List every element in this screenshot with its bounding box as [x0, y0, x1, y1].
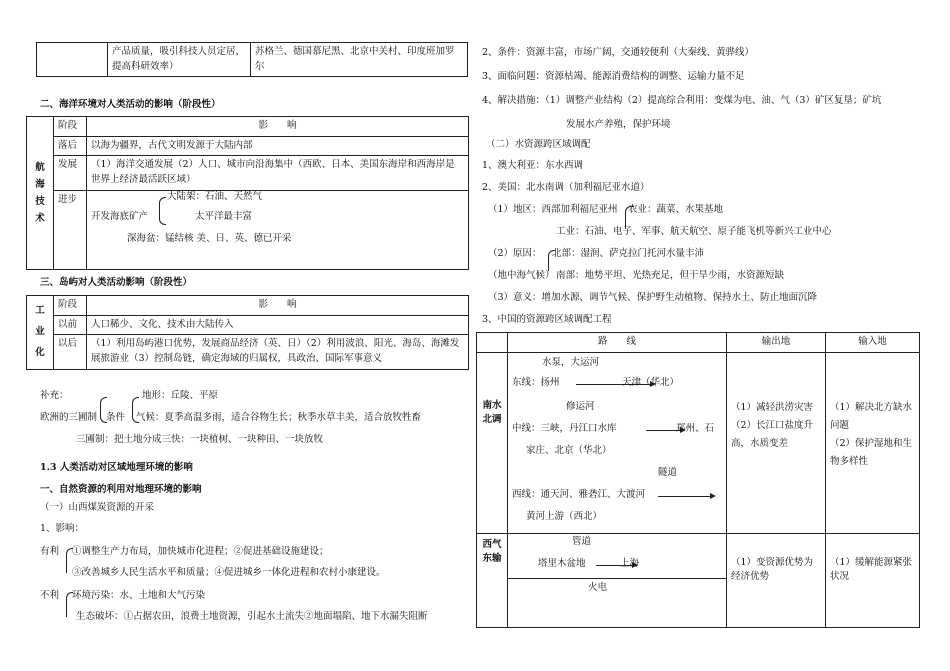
nsw-east-b: 天津（华北）	[622, 376, 680, 388]
island-side-1: 工	[35, 305, 45, 317]
wge-a: 塔里木盆地	[538, 557, 586, 569]
right-l6: 1、澳大利亚：东水西调	[482, 160, 584, 171]
nsw-west-b: 黄河上游（西北）	[526, 510, 603, 522]
top-empty-cell	[37, 43, 108, 77]
nsw-name-1: 南水	[482, 399, 502, 411]
nsw-route-cell	[508, 352, 727, 533]
island-side-2: 业	[35, 325, 45, 337]
right-l5: （二）水资源跨区域调配	[486, 139, 591, 150]
china-col-in: 输入地	[826, 333, 920, 353]
right-l10b: 北部：湿润、萨克拉门托河水量丰沛	[552, 248, 705, 259]
supp-label: 补充：	[40, 390, 69, 401]
island-table	[26, 295, 469, 370]
wge-mode: 管道	[572, 535, 592, 547]
island-text-2: （1）利用岛屿港口优势，发展商品经济（英、日）（2）利用波浪、阳光、海岛、海滩发展旅游业（3）控制岛链，确定海域的归属权，具政治、国际军事意义	[87, 335, 469, 369]
wge-out-1: （1）变资源优势为经济优势	[731, 556, 814, 583]
ocean-heading: 二、海洋环境对人类活动的影响（阶段性）	[40, 99, 221, 110]
nsw-out-2: （2）长江口盐度升高，水质变差	[731, 419, 814, 449]
nsw-west-mode: 隧道	[658, 466, 678, 478]
supp-def: 三圃制：把土地分成三快：一块植树、一块种田、一块放牧	[76, 434, 324, 445]
wge-name	[477, 533, 508, 627]
china-col-route: 路 线	[508, 333, 727, 353]
ocean-shelf: 大陆架：石油、天然气	[167, 190, 263, 202]
wge-in-1: （1）缓解能源紧张状况	[830, 556, 913, 583]
ocean-rich: 太平洋最丰富	[195, 210, 253, 222]
right-l1: 2、条件：资源丰富，市场广阔，交通较便利（大秦线、黄骅线）	[482, 47, 755, 58]
ocean-stage-1: 落后	[54, 136, 87, 156]
section13-impact: 1、影响：	[40, 523, 85, 534]
supp-terrain: 地形：丘陵、平原	[142, 390, 219, 401]
nsw-east-mode: 水泵，大运河	[542, 356, 600, 368]
ocean-side-2: 海	[35, 178, 45, 190]
wge-power: 火电	[508, 578, 727, 627]
wge-in	[826, 533, 920, 627]
ocean-side-label	[27, 117, 54, 270]
wge-route-cell	[508, 533, 727, 578]
ocean-side-4: 术	[35, 213, 45, 225]
nsw-mid-mode: 修运河	[566, 400, 595, 412]
right-l7: 2、美国：北水南调（加利福尼亚水道）	[482, 182, 650, 193]
good-label: 有利	[40, 546, 60, 557]
nsw-east-a: 东线：扬州	[512, 376, 560, 388]
china-col-out: 输出地	[727, 333, 826, 353]
right-l11b: 南部：地势平坦、光热充足，但干旱少雨，水资源短缺	[556, 270, 785, 281]
wge-b: 上海	[620, 557, 640, 569]
island-text-1: 人口稀少、文化、技术由大陆传入	[87, 315, 469, 335]
supp-system: 欧洲的三圃制	[40, 412, 98, 423]
nsw-west-arrow	[658, 496, 714, 497]
ocean-col-stage: 阶段	[54, 117, 87, 137]
good-line-1: ①调整生产力布局，加快城市化进程；②促进基础设施建设；	[72, 546, 329, 557]
nsw-mid-b2: 家庄、北京（华北）	[526, 444, 612, 456]
ocean-progress-cell	[87, 190, 469, 269]
nsw-mid-a: 中线：三峡，丹江口水库	[512, 422, 617, 434]
ocean-text-1: 以海为疆界，古代文明发源于大陆内部	[87, 136, 469, 156]
bad-line-1: 环境污染：水、土地和大气污染	[72, 590, 206, 601]
right-l4: 发展水产养殖，保护环境	[566, 119, 671, 130]
nsw-name-2: 北调	[482, 414, 502, 426]
wge-name-2: 东输	[482, 553, 502, 565]
china-table	[476, 332, 920, 628]
good-line-2: ③改善城乡人民生活水平和质量；④促进城乡一体化进程和农村小康建设。	[72, 567, 386, 578]
nsw-in-2: （2）保护湿地和生物多样性	[830, 437, 913, 467]
bad-label: 不利	[40, 590, 60, 601]
nsw-in-1: （1）解决北方缺水问题	[830, 401, 913, 431]
nsw-in	[826, 352, 920, 533]
island-col-stage: 阶段	[54, 296, 87, 316]
bad-line-2: 生态破坏：①占据农田，浪费土地资源，引起水土流失②地面塌陷、地下水漏失阻断	[76, 611, 428, 622]
nsw-out-1: （1）减轻洪涝灾害	[731, 401, 814, 413]
right-l3: 4、解决措施：（1）调整产业结构（2）提高综合利用：变煤为电、油、气（3）矿区复垦；矿坑	[482, 95, 882, 106]
island-side-3: 化	[35, 346, 45, 358]
wge-out	[727, 533, 826, 627]
ocean-brace	[159, 197, 166, 225]
right-l8: （1）地区：西部加利福尼亚州	[488, 204, 618, 215]
china-corner	[477, 333, 508, 353]
ocean-text-2: （1）海洋交通发展（2）人口、城市向沿海集中（西欧、日本、美国东海岸和西海岸是世界上经济最活跃区域）	[87, 156, 469, 190]
island-stage-1: 以前	[54, 315, 87, 335]
supp-cond: 条件	[106, 412, 126, 423]
ocean-stage-3: 进步	[54, 190, 87, 269]
top-table	[36, 42, 468, 77]
section13-sub2: （一）山西煤炭资源的开采	[40, 502, 155, 513]
island-heading: 三、岛屿对人类活动影响（阶段性）	[40, 277, 193, 288]
right-l2: 3、面临问题：资源枯竭、能源消费结构的调整、运输力量不足	[482, 71, 745, 82]
ocean-col-impact: 影 响	[87, 117, 469, 137]
ocean-stage-2: 发展	[54, 156, 87, 190]
ocean-table	[26, 116, 469, 270]
island-col-impact: 影 响	[87, 296, 469, 316]
right-l9: 工业：石油、电子、军事、航天航空、原子能飞机等新兴工业中心	[556, 226, 832, 237]
nsw-mid-b1: 郑州、石	[676, 422, 715, 434]
ocean-deep: 深海盆：锰结核 美、日、英、德已开采	[127, 232, 292, 244]
right-l11: （地中海气候）	[488, 270, 555, 281]
nsw-west-a: 西线：通天河、雅砻江、大渡河	[512, 488, 646, 500]
island-stage-2: 以后	[54, 335, 87, 369]
right-l10: （2）原因：	[488, 248, 542, 259]
island-side-label	[27, 296, 54, 370]
right-l12: （3）意义：增加水源、调节气候、保护野生动植物、保持水土、防止地面沉降	[488, 292, 818, 303]
right-l13: 3、中国的资源跨区域调配工程	[482, 314, 612, 325]
supp-climate: 气候：夏季高温多雨，适合谷物生长；秋季水草丰美，适合放牧牲畜	[136, 412, 422, 423]
wge-name-1: 西气	[482, 538, 502, 550]
section13-heading: 1.3 人类活动对区域地理环境的影响	[40, 462, 193, 473]
ocean-side-3: 技	[35, 195, 45, 207]
nsw-out	[727, 352, 826, 533]
section13-sub1: 一、自然资源的利用对地理环境的影响	[40, 484, 202, 495]
top-cell-2: 苏格兰、德国慕尼黑、北京中关村、印度班加罗尔	[251, 43, 468, 77]
ocean-side-1: 航	[35, 161, 45, 173]
ocean-open-label: 开发海底矿产	[91, 210, 149, 222]
right-l8b: 农业：蔬菜、水果基地	[628, 204, 724, 215]
top-cell-1: 产品质量，吸引科技人员定居，提高科研效率）	[108, 43, 251, 77]
nsw-name	[477, 352, 508, 533]
